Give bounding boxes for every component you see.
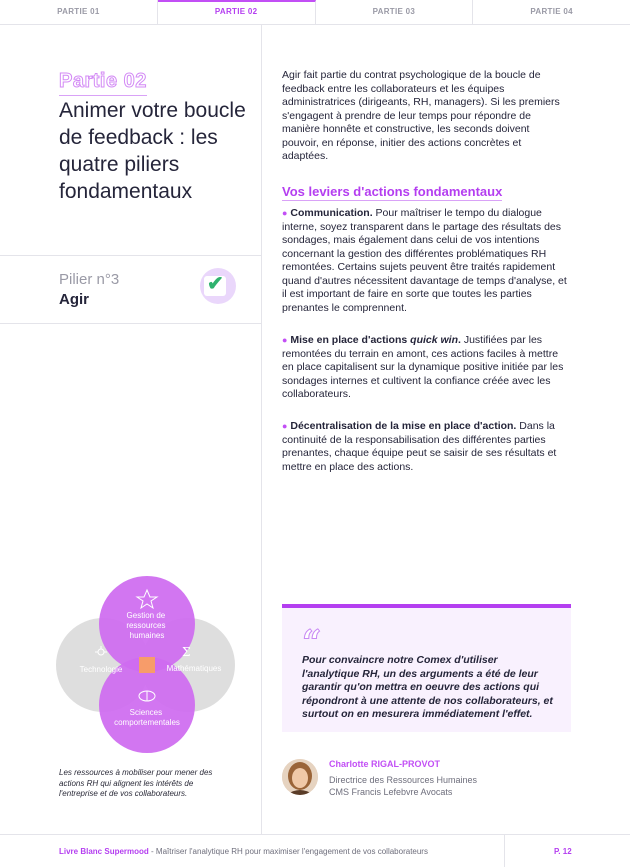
lever-text: Pour maîtriser le tempo du dialogue interne, soyez transparent dans le partage des résultats des sondages, mais également dans celui de vos intentions concernant la gestion des différentes problématiques RH remontées. Certains sujets peuvent être traités rapidement quand d'autres nécessitent davantage de temps d'analyse, et il est important de faire en sorte que toutes les parties prenantes le comprennent. bbox=[282, 207, 567, 314]
venn-label-hr: Gestion de ressources humaines bbox=[126, 611, 166, 640]
venn-label-technology: Technologie bbox=[79, 665, 123, 674]
bullet-icon: ● bbox=[282, 335, 288, 345]
bullet-icon: ● bbox=[282, 208, 288, 218]
levers-subheading: Vos leviers d'actions fondamentaux bbox=[282, 184, 503, 199]
author-company: CMS Francis Lefebvre Avocats bbox=[329, 786, 453, 797]
footer-divider bbox=[504, 835, 505, 867]
author-title: Directrice des Ressources Humaines bbox=[329, 775, 478, 785]
testimonial-quote bbox=[282, 604, 571, 732]
lever-text: Dans la continuité de la responsabilisation des différentes parties prenantes, chaque équipe peut se saisir de ses résultats et mettre en place des actions. bbox=[282, 420, 557, 473]
venn-label-mathematics: Mathématiques bbox=[166, 664, 222, 673]
avatar bbox=[282, 759, 318, 795]
quote-mark-icon: “ bbox=[302, 623, 322, 663]
checkbox-icon bbox=[200, 268, 236, 304]
check-icon: ✔ bbox=[207, 273, 224, 295]
section-tabs bbox=[0, 0, 630, 25]
tab-partie-04[interactable]: PARTIE 04 bbox=[530, 7, 573, 16]
sigma-icon: Σ bbox=[182, 645, 191, 659]
pilier-divider bbox=[0, 323, 261, 324]
footer-brand: Livre Blanc Supermood bbox=[59, 847, 149, 856]
pilier-label: Pilier n°3 bbox=[59, 271, 120, 288]
footer-text: Livre Blanc Supermood - Maîtriser l'analytique RH pour maximiser l'engagement de vos collaborateurs bbox=[59, 847, 428, 856]
lever-title: Décentralisation de la mise en place d'action. bbox=[290, 420, 517, 432]
lever-communication bbox=[282, 207, 572, 315]
tab-partie-01[interactable]: PARTIE 01 bbox=[0, 0, 158, 24]
author-role bbox=[329, 775, 529, 798]
tab-partie-02[interactable]: PARTIE 02 bbox=[158, 0, 316, 24]
pilier-value: Agir bbox=[59, 291, 89, 308]
lever-title: Communication. bbox=[290, 207, 373, 219]
venn-center-square bbox=[139, 657, 155, 673]
lever-decentralisation bbox=[282, 420, 572, 474]
lever-quick-win bbox=[282, 334, 572, 402]
section-label: Partie 02 bbox=[59, 70, 147, 96]
title-divider bbox=[0, 255, 261, 256]
column-divider bbox=[261, 24, 262, 834]
venn-caption: Les ressources à mobiliser pour mener des actions RH qui alignent les intérêts de l'entreprise et de vos collaborateurs. bbox=[59, 768, 213, 798]
intro-paragraph: Agir fait partie du contrat psychologique de la boucle de feedback entre les collaborateurs et les équipes administratrices (dirigeants, RH, managers). Si les premiers s'engagent à prendre de leur temps pour répondre de manière honnête et constructive, les seconds doivent pouvoir, en réponse, initier des actions concrètes et adaptées. bbox=[282, 69, 560, 162]
resources-venn-diagram bbox=[55, 570, 240, 760]
page-footer bbox=[0, 834, 630, 866]
avatar-portrait bbox=[282, 759, 318, 795]
lever-title: Mise en place d'actions quick win. bbox=[290, 334, 461, 346]
page-number: P. 12 bbox=[554, 847, 572, 856]
tab-partie-03[interactable]: PARTIE 03 bbox=[316, 0, 474, 24]
author-name: Charlotte RIGAL-PROVOT bbox=[329, 759, 441, 769]
page-title: Animer votre boucle de feedback : les quatre piliers fondamentaux bbox=[59, 99, 246, 203]
bullet-icon: ● bbox=[282, 421, 288, 431]
quote-text: Pour convaincre notre Comex d'utiliser l'analytique RH, un des arguments a été de leur garantir qu'on mettra en oeuvre des actions qui répondront à une attente de nos collaborateurs, et surtout on en mesurera immédiatement l'effet. bbox=[302, 654, 553, 720]
venn-label-behavioral: Sciences comportementales bbox=[114, 708, 180, 727]
lever-text: Justifiées par les remontées du terrain en amont, ces actions faciles à mettre en place capitalisent sur la dynamique positive initiée par les sondages internes et cultivent la confiance créée avec les collaborateurs. bbox=[282, 334, 564, 400]
